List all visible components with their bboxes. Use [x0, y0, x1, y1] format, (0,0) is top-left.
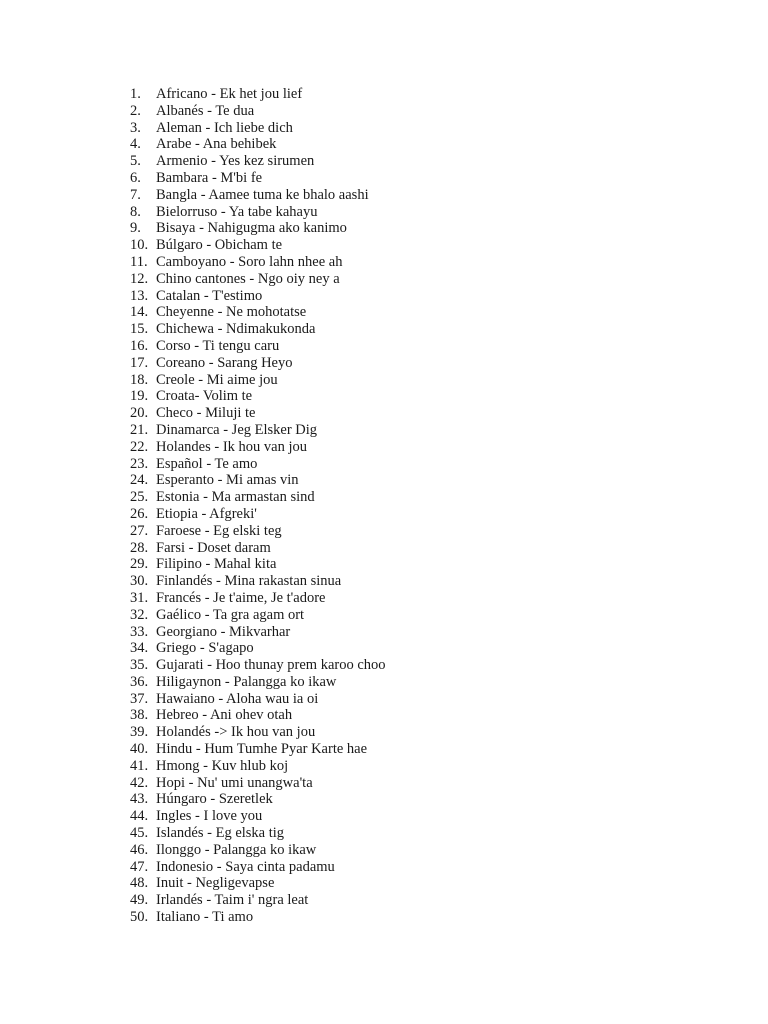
list-item	[130, 875, 690, 892]
list-item-text: Estonia - Ma armastan sind	[156, 489, 315, 506]
list-item	[130, 707, 690, 724]
list-item-number: 13.	[130, 287, 149, 304]
list-item-number: 15.	[130, 321, 149, 338]
list-item	[130, 691, 690, 708]
list-item-number: 46.	[130, 841, 149, 858]
list-item-number: 35.	[130, 657, 149, 674]
list-item	[130, 422, 690, 439]
list-item	[130, 204, 690, 221]
list-item	[130, 791, 690, 808]
list-item	[130, 909, 690, 926]
list-item	[130, 170, 690, 187]
list-item-number: 10.	[130, 237, 149, 254]
list-item-text: Etiopia - Afgreki'	[156, 505, 257, 522]
list-item	[130, 825, 690, 842]
list-item-number: 47.	[130, 858, 149, 875]
list-item	[130, 489, 690, 506]
list-item	[130, 607, 690, 624]
list-item-number: 21.	[130, 421, 149, 438]
list-item-text: Indonesio - Saya cinta padamu	[156, 858, 335, 875]
list-item	[130, 892, 690, 909]
list-item-text: Dinamarca - Jeg Elsker Dig	[156, 421, 318, 438]
list-item-number: 22.	[130, 438, 149, 455]
list-item	[130, 120, 690, 137]
list-item-text: Ilonggo - Palangga ko ikaw	[156, 841, 317, 858]
list-item-text: Coreano - Sarang Heyo	[156, 354, 293, 371]
list-item	[130, 657, 690, 674]
list-item-number: 19.	[130, 388, 149, 405]
list-item-text: Búlgaro - Obicham te	[156, 237, 283, 254]
list-item	[130, 136, 690, 153]
list-item-number: 4.	[130, 136, 141, 153]
list-item-number: 12.	[130, 270, 149, 287]
list-item-text: Arabe - Ana behibek	[156, 136, 277, 153]
list-item-number: 39.	[130, 724, 149, 741]
list-item	[130, 254, 690, 271]
list-item-number: 25.	[130, 489, 149, 506]
list-item-text: Hebreo - Ani ohev otah	[156, 707, 293, 724]
list-item-text: Bielorruso - Ya tabe kahayu	[156, 203, 318, 220]
list-item-number: 44.	[130, 808, 149, 825]
list-item-text: Finlandés - Mina rakastan sinua	[156, 573, 342, 590]
list-item	[130, 372, 690, 389]
list-item	[130, 842, 690, 859]
list-item-text: Gujarati - Hoo thunay prem karoo choo	[156, 657, 386, 674]
list-item	[130, 456, 690, 473]
list-item	[130, 355, 690, 372]
list-item-number: 43.	[130, 791, 149, 808]
list-item-text: Camboyano - Soro lahn nhee ah	[156, 253, 343, 270]
list-item-number: 29.	[130, 556, 149, 573]
list-item-text: Esperanto - Mi amas vin	[156, 472, 299, 489]
list-item-text: Cheyenne - Ne mohotatse	[156, 304, 307, 321]
list-item	[130, 472, 690, 489]
list-item-number: 32.	[130, 606, 149, 623]
list-item-number: 6.	[130, 169, 141, 186]
list-item-number: 30.	[130, 573, 149, 590]
list-item-number: 17.	[130, 354, 149, 371]
list-item-text: Africano - Ek het jou lief	[156, 86, 303, 102]
list-item-text: Hmong - Kuv hlub koj	[156, 757, 289, 774]
list-item	[130, 674, 690, 691]
list-item-text: Griego - S'agapo	[156, 640, 254, 657]
list-item-number: 3.	[130, 119, 141, 136]
list-item	[130, 439, 690, 456]
list-item-number: 5.	[130, 153, 141, 170]
list-item	[130, 288, 690, 305]
list-item-number: 42.	[130, 774, 149, 791]
list-item-text: Creole - Mi aime jou	[156, 371, 278, 388]
list-item-text: Bangla - Aamee tuma ke bhalo aashi	[156, 186, 369, 203]
list-item-number: 33.	[130, 623, 149, 640]
list-item-number: 38.	[130, 707, 149, 724]
list-item	[130, 741, 690, 758]
list-item-text: Albanés - Te dua	[156, 102, 255, 119]
list-item-number: 36.	[130, 673, 149, 690]
list-item-number: 31.	[130, 589, 149, 606]
list-item-text: Croata- Volim te	[156, 388, 253, 405]
list-item	[130, 523, 690, 540]
list-item-text: Bisaya - Nahigugma ako kanimo	[156, 220, 347, 237]
list-item-number: 24.	[130, 472, 149, 489]
list-item-number: 23.	[130, 455, 149, 472]
list-item	[130, 338, 690, 355]
list-item	[130, 506, 690, 523]
list-item-number: 16.	[130, 337, 149, 354]
list-item-number: 26.	[130, 505, 149, 522]
list-item	[130, 540, 690, 557]
list-item-number: 7.	[130, 186, 141, 203]
list-item	[130, 405, 690, 422]
list-item	[130, 220, 690, 237]
list-item-text: Italiano - Ti amo	[156, 909, 254, 926]
list-item-number: 41.	[130, 757, 149, 774]
list-item-number: 8.	[130, 203, 141, 220]
list-item-text: Gaélico - Ta gra agam ort	[156, 606, 305, 623]
list-item-text: Hiligaynon - Palangga ko ikaw	[156, 673, 337, 690]
list-item	[130, 304, 690, 321]
list-item-number: 45.	[130, 825, 149, 842]
list-item-number: 40.	[130, 741, 149, 758]
list-item	[130, 724, 690, 741]
list-item-text: Catalan - T'estimo	[156, 287, 263, 304]
list-item-number: 2.	[130, 102, 141, 119]
list-item	[130, 758, 690, 775]
list-item-text: Chichewa - Ndimakukonda	[156, 321, 316, 338]
list-item-text: Chino cantones - Ngo oiy ney a	[156, 270, 340, 287]
list-item-text: Irlandés - Taim i' ngra leat	[156, 892, 309, 909]
list-item-number: 28.	[130, 539, 149, 556]
list-item-text: Aleman - Ich liebe dich	[156, 119, 293, 136]
list-item-number: 37.	[130, 690, 149, 707]
list-item-text: Holandes - Ik hou van jou	[156, 438, 308, 455]
list-item-text: Filipino - Mahal kita	[156, 556, 277, 573]
list-item-number: 11.	[130, 253, 148, 270]
list-item-number: 49.	[130, 892, 149, 909]
list-item	[130, 859, 690, 876]
list-item-text: Armenio - Yes kez sirumen	[156, 153, 315, 170]
list-item	[130, 808, 690, 825]
list-item	[130, 388, 690, 405]
list-item-text: Corso - Ti tengu caru	[156, 337, 280, 354]
list-item-text: Hindu - Hum Tumhe Pyar Karte hae	[156, 741, 368, 758]
list-item-text: Checo - Miluji te	[156, 405, 256, 422]
list-item-number: 34.	[130, 640, 149, 657]
list-item	[130, 573, 690, 590]
list-item-number: 48.	[130, 875, 149, 892]
list-item-text: Inuit - Negligevapse	[156, 875, 275, 892]
numbered-list	[130, 86, 690, 926]
list-item-number: 27.	[130, 522, 149, 539]
list-item-text: Hawaiano - Aloha wau ia oi	[156, 690, 319, 707]
list-item	[130, 153, 690, 170]
list-item-number: 1.	[130, 86, 141, 102]
list-item-text: Francés - Je t'aime, Je t'adore	[156, 589, 326, 606]
list-item-number: 14.	[130, 304, 149, 321]
list-item-number: 18.	[130, 371, 149, 388]
list-item	[130, 271, 690, 288]
list-item-number: 9.	[130, 220, 141, 237]
list-item	[130, 86, 690, 103]
list-item-text: Georgiano - Mikvarhar	[156, 623, 291, 640]
list-item-text: Farsi - Doset daram	[156, 539, 271, 556]
list-item	[130, 775, 690, 792]
list-item	[130, 187, 690, 204]
list-item-number: 20.	[130, 405, 149, 422]
list-item	[130, 103, 690, 120]
list-item-text: Español - Te amo	[156, 455, 258, 472]
list-item-text: Ingles - I love you	[156, 808, 263, 825]
list-item	[130, 624, 690, 641]
list-item-text: Faroese - Eg elski teg	[156, 522, 282, 539]
list-item-text: Islandés - Eg elska tig	[156, 825, 285, 842]
list-item	[130, 640, 690, 657]
list-item-text: Holandés -> Ik hou van jou	[156, 724, 316, 741]
list-item	[130, 321, 690, 338]
list-item-text: Hopi - Nu' umi unangwa'ta	[156, 774, 313, 791]
list-item	[130, 590, 690, 607]
list-item	[130, 556, 690, 573]
list-item	[130, 237, 690, 254]
list-item-text: Húngaro - Szeretlek	[156, 791, 273, 808]
list-item-number: 50.	[130, 909, 149, 926]
list-item-text: Bambara - M'bi fe	[156, 169, 263, 186]
